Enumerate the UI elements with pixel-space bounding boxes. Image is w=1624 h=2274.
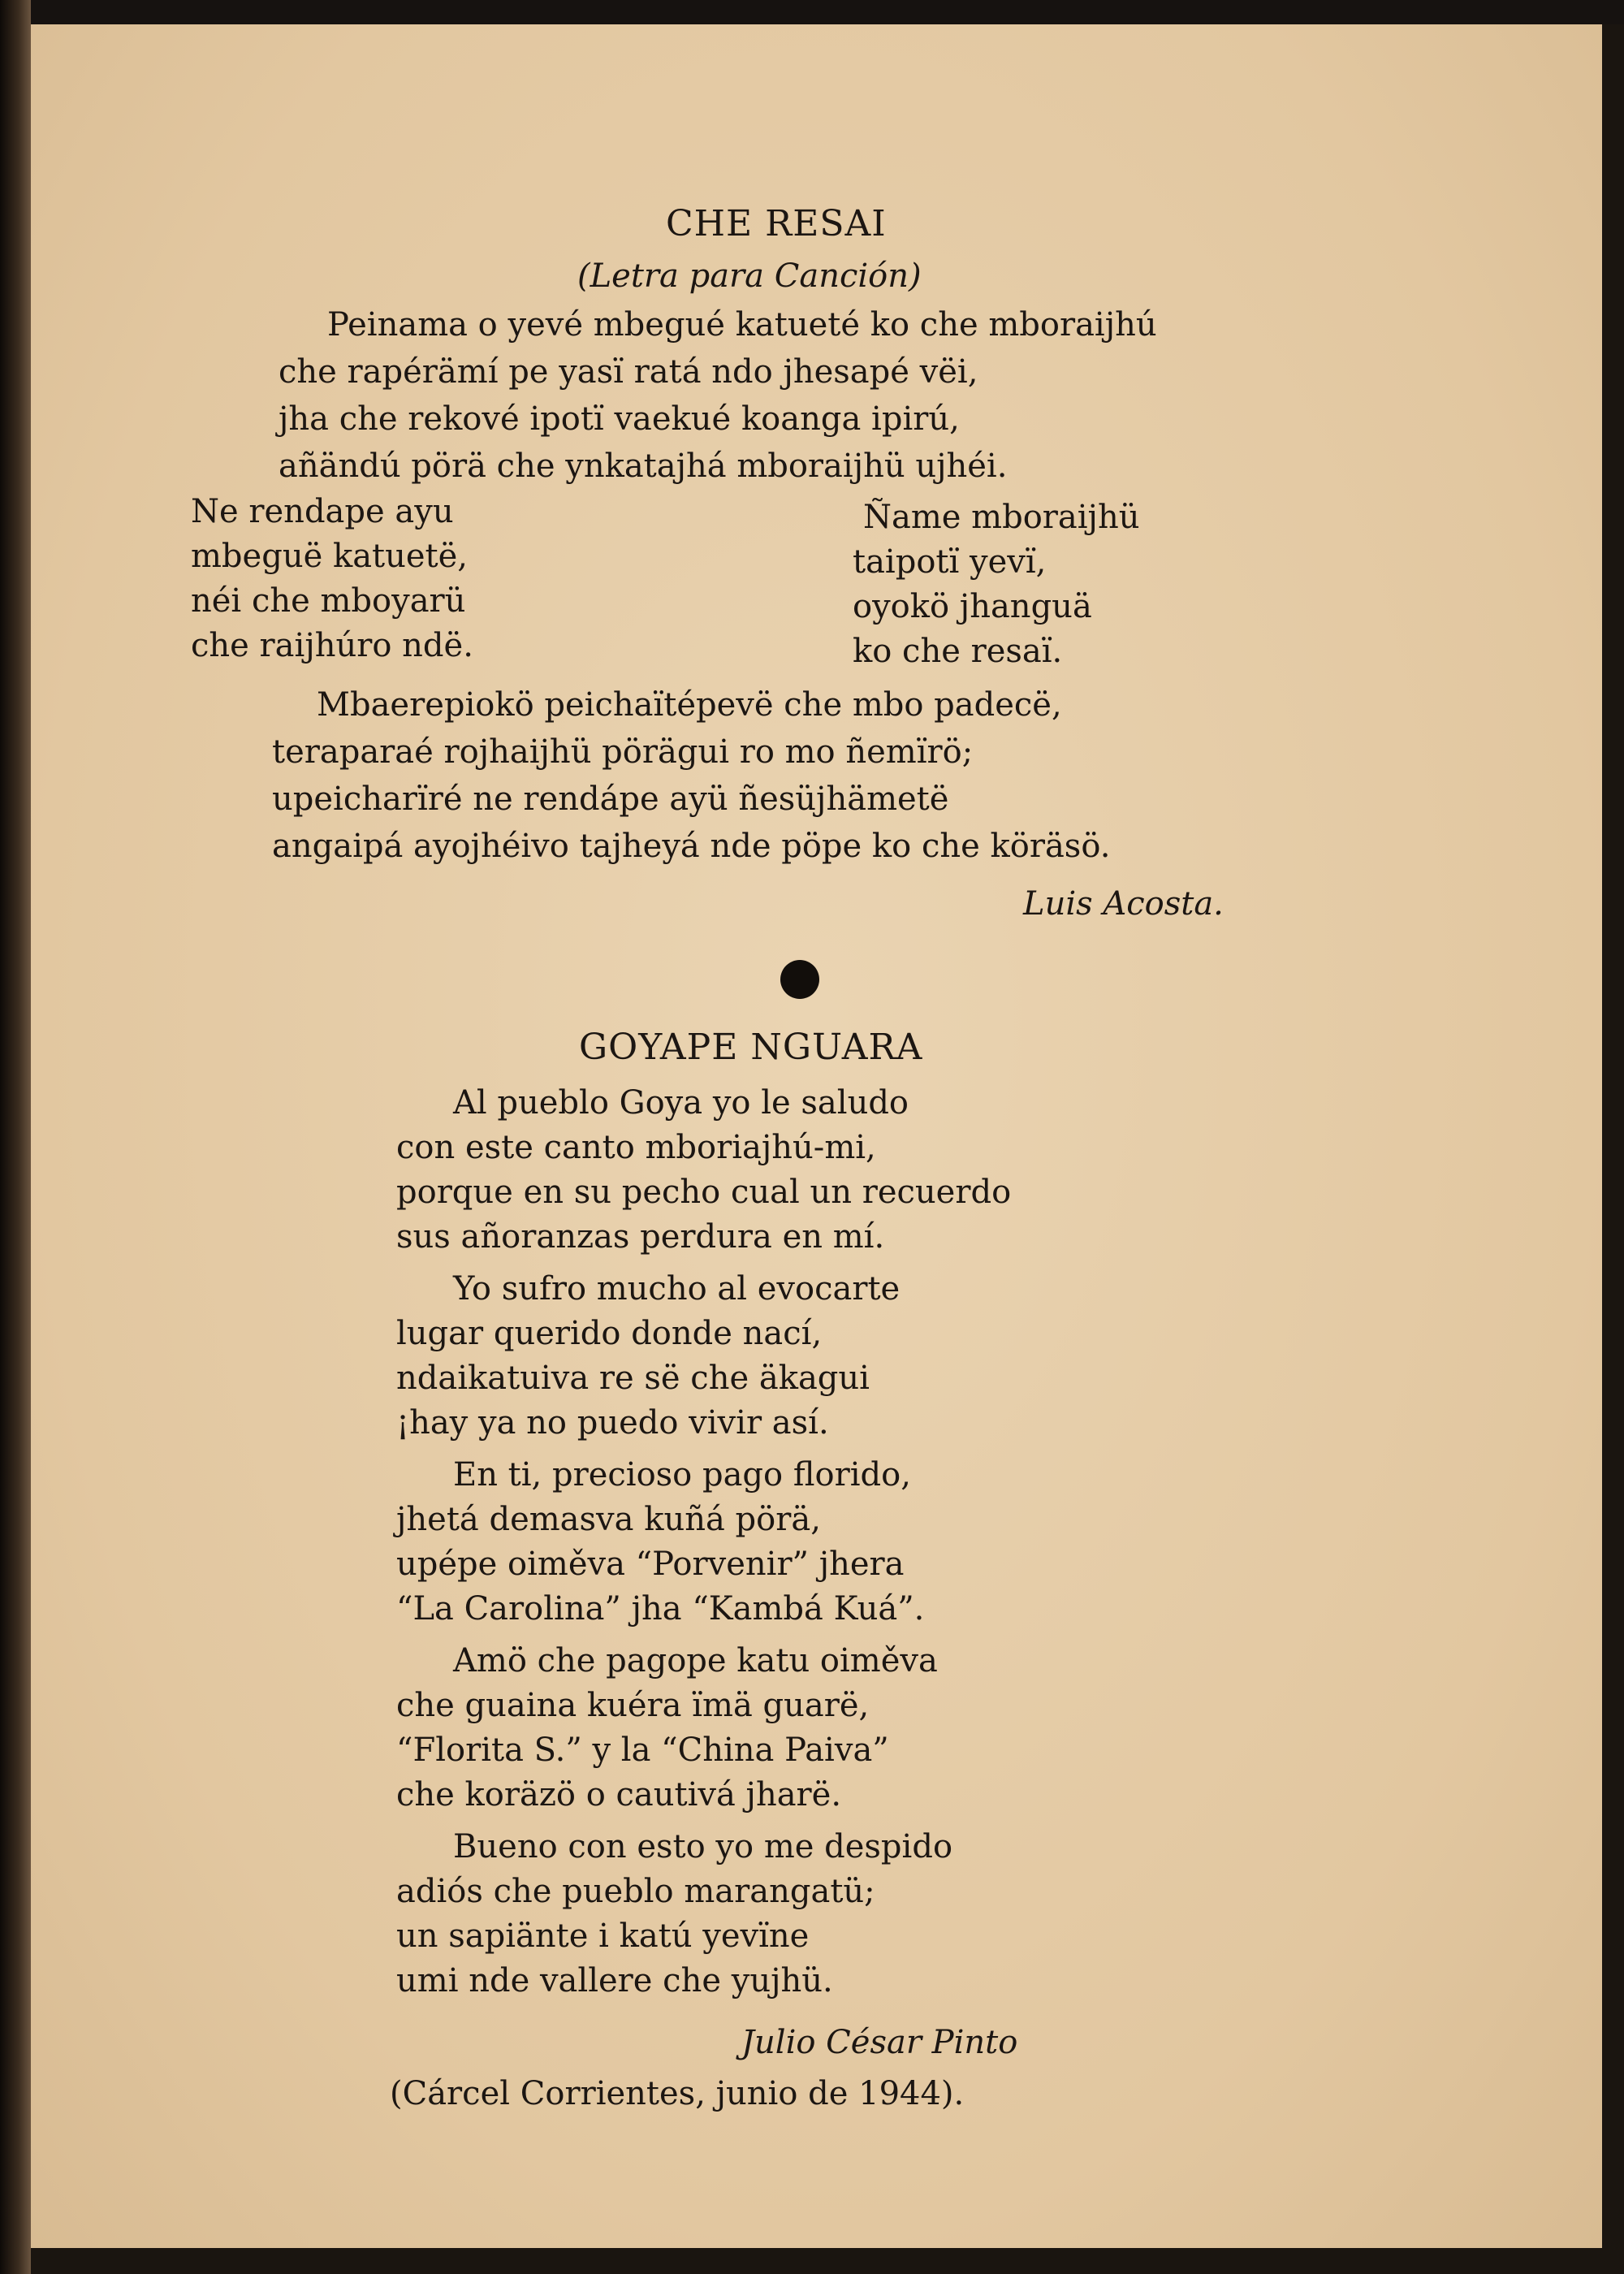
- poem1-author: Luis Acosta.: [1023, 885, 1224, 923]
- poem1-stanza2-left-line-2: mbeguë katuetë,: [191, 538, 469, 575]
- poem2-author: Julio César Pinto: [741, 2024, 1018, 2061]
- poem2-stanza3-line-1: En ti, precioso pago florido,: [453, 1456, 911, 1494]
- poem1-stanza2-right-line-2: taipotï yevï,: [853, 543, 1047, 581]
- poem1-stanza1-line-2: che rapérämí pe yasï ratá ndo jhesapé vëi,: [279, 353, 978, 391]
- poem1-subtitle: (Letra para Canción): [577, 257, 922, 295]
- poem2-stanza4-line-4: che koräzö o cautivá jharë.: [396, 1776, 842, 1814]
- poem2-stanza2-line-2: lugar querido donde nací,: [396, 1315, 823, 1352]
- poem2-stanza1-line-2: con este canto mboriajhú-mi,: [396, 1129, 876, 1166]
- poem2-stanza1-line-4: sus añoranzas perdura en mí.: [396, 1218, 885, 1256]
- poem2-stanza1-line-3: porque en su pecho cual un recuerdo: [396, 1174, 1012, 1211]
- poem1-stanza2-left-line-4: che raijhúro ndë.: [191, 627, 473, 664]
- poem2-stanza2-line-1: Yo sufro mucho al evocarte: [453, 1270, 901, 1308]
- poem1-stanza2-right-line-3: oyokö jhanguä: [853, 588, 1092, 625]
- poem2-stanza5-line-3: un sapiänte i katú yevïne: [396, 1917, 810, 1955]
- poem2-stanza5-line-2: adiós che pueblo marangatü;: [396, 1873, 875, 1910]
- poem1-stanza1-line-3: jha che rekové ipotï vaekué koanga ipirú,: [279, 400, 960, 438]
- page-top-edge: [0, 0, 1624, 24]
- poem1-stanza2-left-line-3: néi che mboyarü: [191, 582, 466, 620]
- poem2-stanza4-line-2: che guaina kuéra ïmä guarë,: [396, 1687, 870, 1724]
- poem2-stanza5-line-4: umi nde vallere che yujhü.: [396, 1962, 833, 1999]
- poem1-stanza2-left-line-1: Ne rendape ayu: [191, 493, 454, 530]
- poem2-stanza4-line-3: “Florita S.” y la “China Paiva”: [396, 1731, 889, 1769]
- poem2-stanza3-line-4: “La Carolina” jha “Kambá Kuá”.: [396, 1590, 925, 1628]
- book-spine: [0, 0, 31, 2274]
- book-page: [31, 24, 1602, 2248]
- poem2-stanza5-line-1: Bueno con esto yo me despido: [453, 1828, 953, 1865]
- poem1-stanza2-right-line-4: ko che resaï.: [853, 633, 1063, 670]
- poem1-stanza3-line-4: angaipá ayojhéivo tajheyá nde pöpe ko che köräsö.: [272, 828, 1111, 865]
- poem2-stanza1-line-1: Al pueblo Goya yo le saludo: [453, 1084, 909, 1122]
- poem1-stanza3-line-1: Mbaerepiokö peichaïtépevë che mbo padecë,: [317, 686, 1062, 724]
- section-separator-bullet: [780, 960, 819, 999]
- poem1-title: CHE RESAI: [666, 203, 887, 244]
- poem2-stanza4-line-1: Amö che pagope katu oiměva: [453, 1642, 938, 1680]
- poem1-stanza1-line-4: añändú pörä che ynkatajhá mboraijhü ujhéi.: [279, 447, 1008, 485]
- poem2-stanza2-line-4: ¡hay ya no puedo vivir así.: [396, 1404, 829, 1442]
- poem1-stanza3-line-2: teraparaé rojhaijhü pörägui ro mo ñemïrö;: [272, 733, 974, 771]
- poem1-stanza1-line-1: Peinama o yevé mbegué katueté ko che mboraijhú: [327, 306, 1157, 344]
- poem2-stanza2-line-3: ndaikatuiva re së che äkagui: [396, 1360, 870, 1397]
- poem2-title: GOYAPE NGUARA: [579, 1027, 923, 1068]
- poem2-stanza3-line-3: upépe oiměva “Porvenir” jhera: [396, 1546, 905, 1583]
- poem2-stanza3-line-2: jhetá demasva kuñá pörä,: [396, 1501, 821, 1538]
- poem1-stanza3-line-3: upeicharïré ne rendápe ayü ñesüjhämetë: [272, 780, 949, 818]
- poem2-note: (Cárcel Corrientes, junio de 1944).: [390, 2075, 965, 2112]
- poem1-stanza2-right-line-1: Ñame mboraijhü: [863, 499, 1140, 536]
